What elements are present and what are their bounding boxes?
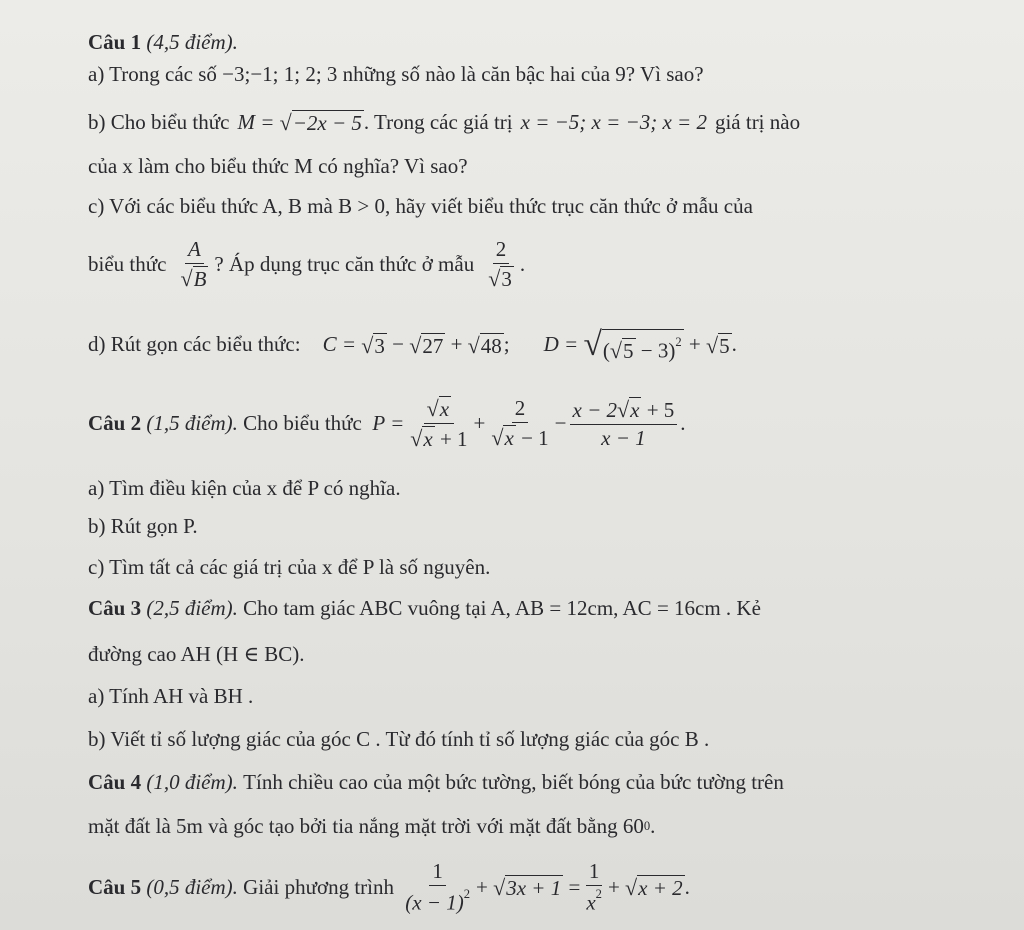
- q4-line2-end: .: [650, 814, 656, 838]
- q1-part-a: a) Trong các số −3;−1; 1; 2; 3 những số nào là căn bậc hai của 9? Vì sao?: [88, 62, 704, 86]
- q2-part-a: a) Tìm điều kiện của x để P có nghĩa.: [88, 476, 401, 500]
- q1-c-prefix: biểu thức: [88, 252, 167, 277]
- q1-c-frac2-den: 3: [501, 267, 512, 292]
- q1-b-suffix: giá trị nào: [714, 110, 801, 134]
- q5-lf-exp: 2: [463, 887, 471, 902]
- q1-d-d-exp: 2: [675, 335, 682, 350]
- q1-c-fraction: A √ B: [180, 237, 207, 292]
- q3-line2: đường cao AH (H ∈ BC).: [88, 642, 305, 666]
- q1-d-c-op2: +: [450, 332, 463, 357]
- q5-intro: Giải phương trình: [243, 874, 394, 899]
- q1-c-frac-num: A: [185, 238, 204, 264]
- q2-f1-num: x: [439, 397, 450, 421]
- q1-part-c-line2: [88, 238, 525, 291]
- q1-part-b-line2: của x làm cho biểu thức M có nghĩa? Vì sao?: [88, 154, 468, 178]
- q2-title: Câu 2: [88, 411, 142, 436]
- q4-angle: 60: [622, 814, 644, 838]
- q5-rf-den: x: [586, 890, 596, 915]
- q1-c-mid: ? Áp dụng trục căn thức ở mẫu: [214, 252, 475, 277]
- q5-r2: x + 2: [638, 876, 683, 901]
- q2-op1: +: [473, 411, 486, 436]
- q1-d-c-r1: 3: [374, 333, 385, 358]
- q2-op2: −: [554, 411, 567, 436]
- q2-f3-num-b: + 5: [646, 398, 675, 422]
- q5-left-frac: [402, 860, 473, 915]
- q1-b-lhs: M =: [237, 110, 275, 134]
- q1-d-c-r2: 27: [422, 333, 444, 358]
- q4-points: (1,0 điểm).: [146, 770, 238, 794]
- q2-intro: Cho biểu thức: [243, 411, 362, 436]
- q2-heading: [88, 396, 686, 451]
- q5-r1: 3x + 1: [506, 876, 562, 901]
- q2-part-b: b) Rút gọn P.: [88, 514, 198, 538]
- q1-d-prefix: d) Rút gọn các biểu thức:: [88, 332, 301, 357]
- q1-d-d-lhs: D =: [543, 332, 579, 357]
- q1-c-fraction2: 2 √ 3: [488, 237, 512, 292]
- q1-d-d-open: (: [602, 338, 610, 363]
- q3-intro: Cho tam giác ABC vuông tại A, AB = 12cm, AC = 16cm . Kẻ: [243, 596, 761, 620]
- q5-plus1: +: [476, 874, 488, 899]
- q1-heading: [88, 30, 238, 55]
- q2-f3-den: x − 1: [601, 426, 646, 451]
- q3-title: Câu 3: [88, 596, 142, 620]
- q1-d-c-op1: −: [392, 332, 404, 357]
- q4-line2-prefix: mặt đất là 5m và góc tạo bởi tia nắng mặt trời với mặt đất bằng: [88, 814, 618, 838]
- q1-title: Câu 1: [88, 30, 142, 54]
- q5-rf-exp: 2: [595, 887, 602, 902]
- q1-b-mid: . Trong các giá trị: [363, 110, 513, 134]
- q1-b-values: x = −5; x = −3; x = 2: [520, 110, 707, 134]
- q2-f2-den-r: x: [504, 426, 514, 451]
- q2-f3-num-a: x − 2: [572, 398, 617, 422]
- q5-lf-num: 1: [429, 860, 446, 886]
- q2-f3-num-r: x: [630, 398, 640, 422]
- q1-d-c-r3: 48: [480, 333, 502, 358]
- q1-d-end: .: [731, 332, 737, 357]
- q5-heading: Câu 5 (0,5 điểm). Giải phương trình $\frac{1}{(x - 1)^2}$ + √ 3x + 1 = $\frac{1}{x^2}$ + √ x + 2 .: [88, 859, 690, 915]
- q1-d-d-plus: +: [688, 332, 701, 357]
- q2-f2-den-rest: − 1: [521, 426, 549, 451]
- q1-b-sqrt: √ −2x − 5: [279, 110, 362, 136]
- q2-f1-den-rest: + 1: [439, 427, 468, 452]
- q2-points: (1,5 điểm).: [146, 411, 238, 436]
- q2-p-lhs: P =: [372, 411, 405, 436]
- q3-part-b: b) Viết tỉ số lượng giác của góc C . Từ đó tính tỉ số lượng giác của góc B .: [88, 727, 710, 751]
- q2-end: .: [680, 411, 686, 436]
- q5-title: Câu 5: [88, 874, 142, 899]
- q1-c-frac-den: B: [193, 267, 207, 292]
- q4-heading: [88, 770, 784, 795]
- q5-end: .: [684, 874, 690, 899]
- q2-f1-den-r: x: [423, 427, 433, 452]
- q2-frac1: √ x √ x + 1: [410, 396, 468, 452]
- q4-title: Câu 4: [88, 770, 142, 794]
- q1-d-d-outer-sqrt: √ ( √ 5 − 3)$^2$: [583, 326, 682, 363]
- q3-points: (2,5 điểm).: [146, 596, 238, 620]
- q2-frac3: x − 2 √ x + 5 x − 1: [570, 397, 678, 450]
- q1-d-c-lhs: C =: [322, 332, 357, 357]
- q5-rf-num: 1: [586, 860, 603, 886]
- q1-c-end: .: [519, 252, 526, 277]
- q1-b-prefix: b) Cho biểu thức: [88, 110, 230, 134]
- q5-lf-den: (x − 1): [405, 890, 464, 915]
- q4-line2: [88, 814, 655, 839]
- q1-d-d-rest: − 3): [640, 338, 676, 363]
- q5-right-frac: [583, 860, 605, 915]
- q1-part-d: d) Rút gọn các biểu thức: C = √ 3 − √ 27 + √ 48 ; D = √ ( √ 5 − 3)$^2$ + √ 5 .: [88, 326, 737, 363]
- q1-d-d-inner-r: 5: [623, 338, 634, 363]
- q1-points: (4,5 điểm).: [146, 30, 238, 54]
- q1-part-b: [88, 110, 800, 135]
- q5-plus2: +: [607, 874, 620, 899]
- q2-frac2: 2 √ x − 1: [491, 396, 549, 451]
- q1-b-radicand: −2x − 5: [292, 111, 362, 136]
- q1-d-sep: ;: [503, 332, 510, 357]
- q3-heading: [88, 596, 761, 621]
- q3-part-a: a) Tính AH và BH .: [88, 684, 254, 708]
- q5-points: (0,5 điểm).: [146, 874, 238, 899]
- q4-line1: Tính chiều cao của một bức tường, biết bóng của bức tường trên: [243, 770, 784, 794]
- q1-c-frac2-num: 2: [493, 238, 510, 264]
- q4-angle-exp: 0: [643, 819, 651, 833]
- q2-f2-num: 2: [512, 397, 529, 423]
- q2-part-c: c) Tìm tất cả các giá trị của x để P là số nguyên.: [88, 555, 491, 579]
- q1-part-c: c) Với các biểu thức A, B mà B > 0, hãy viết biểu thức trục căn thức ở mẫu của: [88, 194, 753, 218]
- q1-d-d-r: 5: [719, 333, 730, 358]
- q5-eq: =: [568, 874, 581, 899]
